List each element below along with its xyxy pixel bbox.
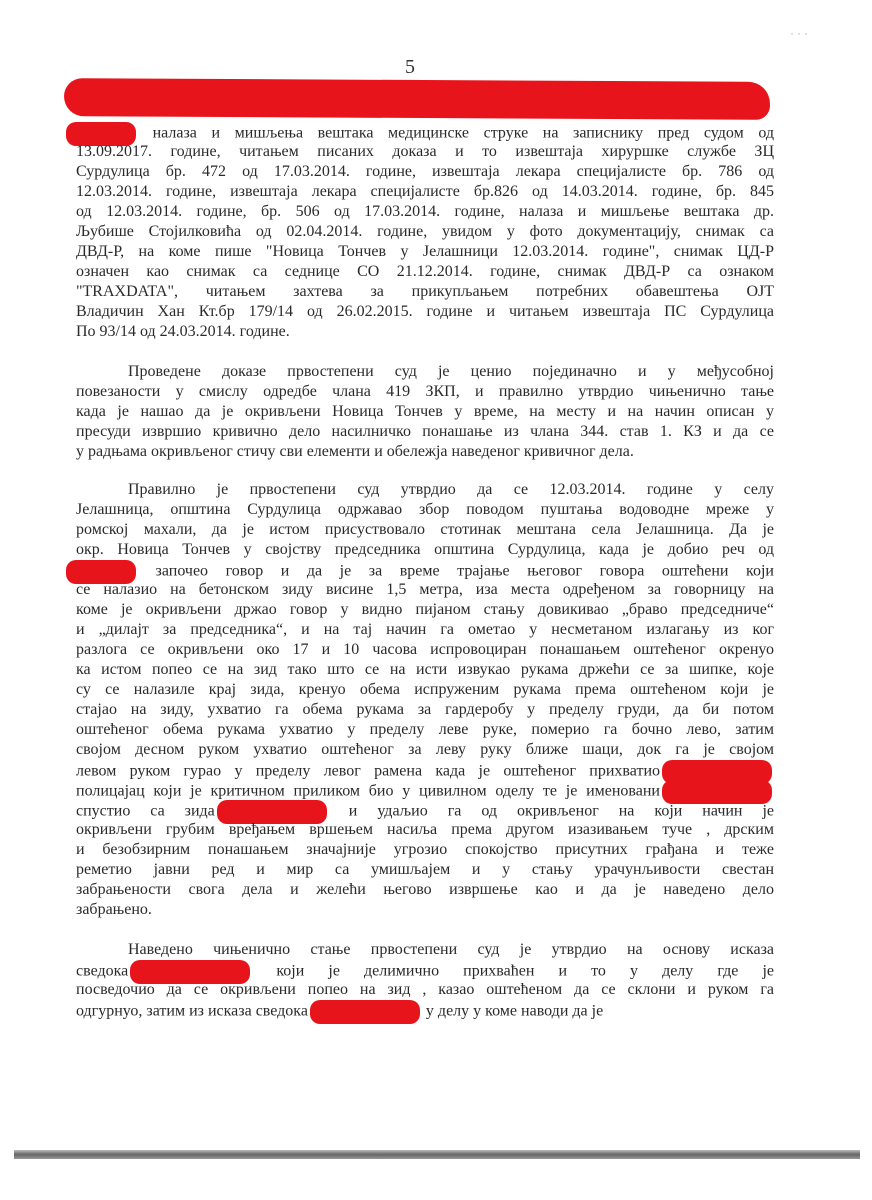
text-segment: ДВД-Р, на коме пише "Новица Тончев у Јелашници 12.03.2014. године", снимак ЦД-Р [76, 243, 774, 260]
text-line [76, 740, 774, 760]
text-segment: "TRAXDATA", читањем захтева за прикупљањем потребних обавештења ОЈТ [76, 283, 774, 300]
text-segment: и удаљио га од окривљеног на који начин је [348, 802, 775, 820]
text-segment: 12.03.2014. године, извештаја лекара специјалисте бр.826 од 14.03.2014. године, бр. 845 [76, 183, 774, 200]
text-segment: стајао на зиду, ухватио га обема рукама за гардеробу у пределу груди, да би потом [76, 701, 774, 718]
text-segment: Владичин Хан Кт.бр 179/14 од 26.02.2015. године и читањем извештаја ПС Сурдулица [76, 303, 774, 320]
text-line [76, 640, 774, 660]
redaction-mark [310, 1000, 420, 1024]
text-line [76, 362, 774, 382]
text-line [76, 800, 774, 820]
text-line [76, 122, 774, 142]
text-segment: посведочио да се окривљени попео на зид , казао оштећеном да се склони и руком га [76, 981, 774, 998]
text-segment: су се налазиле крај зида, кренуо обема испруженим рукама према оштећеном који је [76, 681, 774, 698]
text-segment: означен као снимак са седнице СО 21.12.2014. године, снимак ДВД-Р са ознаком [76, 263, 774, 280]
paragraph-evidence-list [76, 122, 774, 342]
text-line [76, 222, 774, 242]
text-line [76, 720, 774, 740]
text-line [76, 162, 774, 182]
text-line [76, 202, 774, 222]
text-segment: одгурнуо, затим из исказа сведока [76, 1002, 308, 1020]
text-segment: сведока [76, 962, 129, 980]
text-segment: 13.09.2017. године, читањем писаних доказа и то извештаја хируршке службе ЗЦ [76, 143, 774, 160]
text-line [76, 820, 774, 840]
text-segment: Јелашница, општина Сурдулица одржавао збор поводом пуштања водоводне мреже у [76, 501, 774, 518]
text-line [76, 282, 774, 302]
text-line [76, 880, 774, 900]
text-segment: повезаности у смислу одредбе члана 419 ЗКП, и правилно утврдио чињенично тање [76, 383, 774, 400]
text-segment: левом руком гурао у пределу левог рамена када је оштећеног прихватио [76, 762, 660, 780]
text-line [76, 520, 774, 540]
text-segment: коме је окривљени држао говор у видно пијаном стању довикивао „браво председниче“ [76, 601, 774, 618]
text-line [76, 1000, 774, 1020]
text-line [76, 900, 774, 920]
text-segment: у радњама окривљеног стичу сви елементи и обележја наведеног кривичног дела. [76, 443, 634, 460]
text-segment: реметио јавни ред и мир са умишљајем и у стању урачунљивости свестан [76, 861, 774, 878]
text-segment: окривљени грубим вређањем вршењем насиља према другом изазивањем туче , дрским [76, 821, 774, 838]
text-segment: својом десном руком ухватио оштећеног за леву руку ближе шаци, док га је својом [76, 741, 774, 758]
text-line [76, 480, 774, 500]
text-line [76, 262, 774, 282]
text-line [76, 660, 774, 680]
text-line [76, 500, 774, 520]
text-segment: окр. Новица Тончев у својству председника општина Сурдулица, када је добио реч од [76, 541, 774, 558]
text-line [76, 780, 774, 800]
text-segment: ка истом попео се на зид тако што се на исти извукао рукама држећи се за шипке, које [76, 661, 774, 678]
text-segment: када је нашао да је окривљени Новица Тончев у време, на месту и на начин описан у [76, 403, 774, 420]
text-line [76, 422, 774, 442]
text-line [76, 700, 774, 720]
text-segment: Наведено чињенично стање првостепени суд је утврдио на основу исказа [128, 941, 774, 958]
text-segment: налаза и мишљења вештака медицинске струке на записнику пред судом од [152, 124, 774, 142]
text-line [76, 600, 774, 620]
text-line [76, 322, 774, 342]
text-segment: који је делимично прихваћен и то у делу где је [276, 962, 775, 980]
text-segment: Правилно је првостепени суд утврдио да се 12.03.2014. године у селу [128, 481, 774, 498]
text-line [76, 940, 774, 960]
text-line [76, 840, 774, 860]
text-line [76, 382, 774, 402]
text-line [76, 142, 774, 162]
text-line [76, 560, 774, 580]
scan-speck: ˙ ˙ ˙ [790, 30, 808, 44]
text-segment: оштећеног обема рукама ухватио у пределу леве руке, померио га бочно лево, затим [76, 721, 774, 738]
text-line [76, 580, 774, 600]
paragraph-evidence-assessment [76, 362, 774, 462]
text-segment: По 93/14 од 24.03.2014. године. [76, 323, 290, 340]
paragraph-facts [76, 480, 774, 920]
text-segment: ромској махали, да је истом присуствовало стотинак мештана села Јелашница. Да је [76, 521, 774, 538]
page-number: 5 [405, 56, 415, 78]
text-segment: спустио са зида [76, 802, 215, 820]
text-segment: од 12.03.2014. године, бр. 506 од 17.03.2014. године, налаза и мишљење вештака др. [76, 203, 774, 220]
text-segment: полицајац који је критичном приликом био у цивилном оделу те је именовани [76, 782, 660, 800]
text-segment: пресуди извршио кривично дело насилничко понашање из члана 344. став 1. КЗ и да се [76, 423, 774, 440]
text-segment: Љубише Стојилковића од 02.04.2014. године, увидом у фото документацију, снимак са [76, 223, 774, 240]
text-line [76, 680, 774, 700]
text-segment: започео говор и да је за време трајање његовог говора оштећени који [155, 562, 774, 580]
text-line [76, 242, 774, 262]
text-segment: и безобзирним понашањем значајније угрозио спокојство присутних грађана и теже [76, 841, 774, 858]
text-line [76, 980, 774, 1000]
scan-edge-bar [14, 1150, 860, 1159]
paragraph-witness-basis [76, 940, 774, 1020]
text-line [76, 540, 774, 560]
text-segment: забрањености свога дела и желећи његово извршење као и да је наведено дело [76, 881, 774, 898]
text-segment: и „дилајт за председника“, и на тај начин га ометао у несметаном излагању из ког [76, 621, 774, 638]
text-segment: се налазио на бетонском зиду висине 1,5 метра, иза места одређеном за говорницу на [76, 581, 774, 598]
text-segment: разлога се окривљени око 17 и 10 часова испровоциран понашањем оштећеног окренуо [76, 641, 774, 658]
text-segment: у делу у коме наводи да је [425, 1002, 604, 1020]
text-line [76, 620, 774, 640]
redaction-header [64, 78, 770, 120]
text-line [76, 182, 774, 202]
text-segment: Проведене доказе првостепени суд је ценио појединачно и у међусобној [128, 363, 774, 380]
text-segment: забрањено. [76, 901, 152, 918]
text-line [76, 442, 774, 462]
text-line [76, 860, 774, 880]
text-segment: Сурдулица бр. 472 од 17.03.2014. године, извештаја лекара специјалисте бр. 786 од [76, 163, 774, 180]
text-line [76, 302, 774, 322]
text-line [76, 960, 774, 980]
text-line [76, 760, 774, 780]
text-line [76, 402, 774, 422]
